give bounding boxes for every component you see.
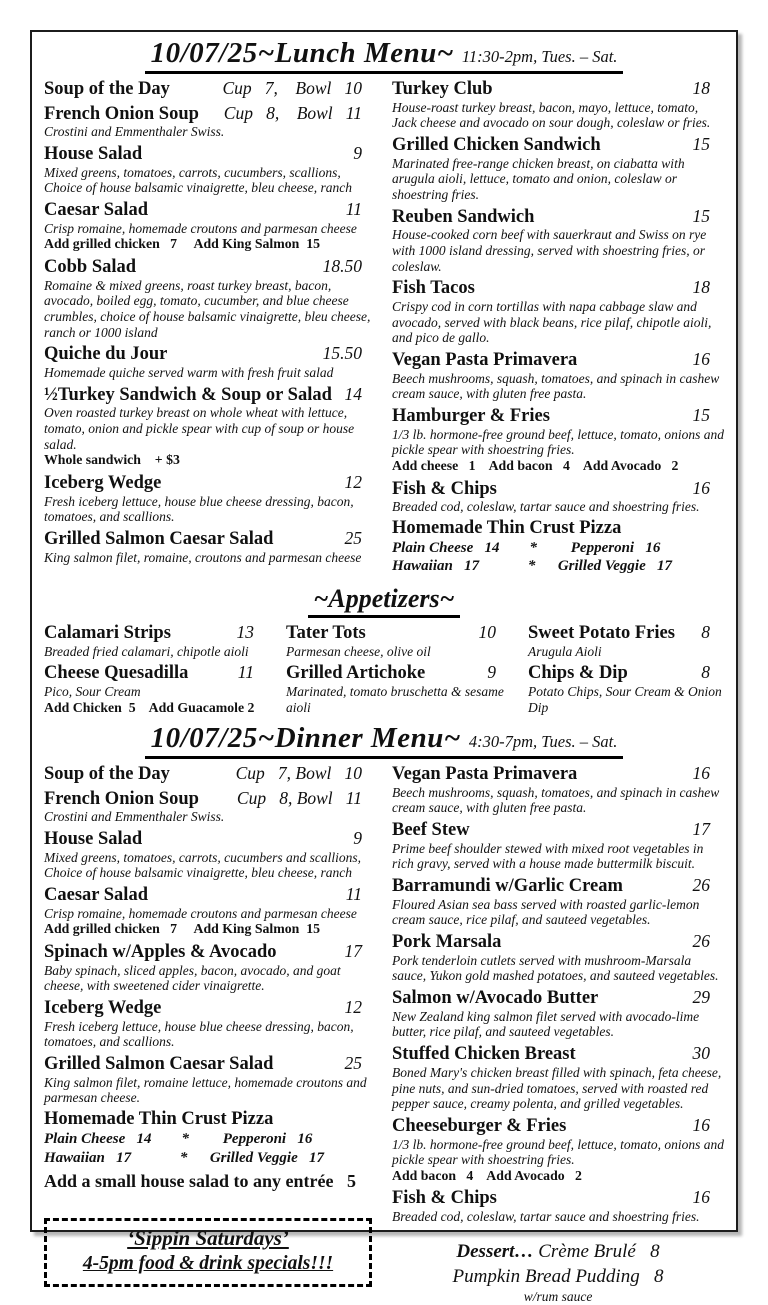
- menu-item: [44, 343, 376, 380]
- item-description: House-roast turkey breast, bacon, mayo, lettuce, tomato, Jack cheese and avocado on sour dough, coleslaw or fries.: [392, 99, 711, 131]
- item-name: French Onion Soup: [44, 788, 199, 809]
- menu-item-head: [44, 103, 376, 125]
- item-price: 12: [344, 997, 362, 1018]
- item-price: 25: [344, 527, 362, 548]
- item-name: Homemade Thin Crust Pizza: [44, 1109, 274, 1130]
- item-price: 11: [345, 199, 362, 220]
- item-description: Crisp romaine, homemade croutons and parmesan cheese: [44, 905, 357, 921]
- menu-item-head: [44, 143, 376, 165]
- menu-item: [392, 206, 724, 275]
- item-description: Marinated free-range chicken breast, on ciabatta with arugula aioli, lettuce, tomato and onion, coleslaw or shoestring fries.: [392, 155, 685, 202]
- item-description: King salmon filet, romaine, croutons and parmesan cheese: [44, 549, 362, 565]
- item-name: Homemade Thin Crust Pizza: [392, 517, 622, 538]
- item-description: Beech mushrooms, squash, tomatoes, and spinach in cashew cream sauce, with gluten free pasta.: [392, 784, 720, 816]
- item-addon: Add grilled chicken 7 Add King Salmon 15: [44, 236, 320, 252]
- item-price: 30: [692, 1043, 710, 1064]
- appetizers-column-1: [44, 622, 268, 719]
- menu-item: [392, 349, 724, 402]
- menu-item-head: [528, 622, 724, 644]
- item-price: 8: [701, 621, 710, 642]
- item-description: Breaded cod, coleslaw, tartar sauce and shoestring fries.: [392, 1209, 700, 1225]
- item-name: Fish Tacos: [392, 278, 475, 299]
- menu-item: [392, 1187, 724, 1224]
- dinner-header: [44, 723, 724, 759]
- item-price: Cup 8, Bowl 11: [236, 787, 362, 808]
- lunch-header-underline: [145, 38, 624, 74]
- item-name: Reuben Sandwich: [392, 206, 535, 227]
- lunch-title: 10/07/25~Lunch Menu~: [150, 37, 454, 69]
- menu-item: [44, 622, 268, 659]
- item-description: Breaded cod, coleslaw, tartar sauce and shoestring fries.: [392, 499, 700, 515]
- menu-item: [392, 405, 724, 475]
- menu-item: [44, 828, 376, 881]
- dinner-right-items: [392, 763, 724, 1225]
- menu-item-head: [392, 518, 724, 539]
- salad-add-note: Add a small house salad to any entrée 5: [44, 1171, 357, 1192]
- item-description: Crisp romaine, homemade croutons and parmesan cheese: [44, 220, 357, 236]
- item-price: 17: [692, 819, 710, 839]
- item-name: Fish & Chips: [392, 1188, 497, 1209]
- item-name: Turkey Club: [392, 78, 493, 99]
- pizza-options-line: Hawaiian 17 * Grilled Veggie 17: [392, 558, 673, 575]
- item-name: Soup of the Day: [44, 763, 170, 784]
- menu-item-head: [286, 622, 510, 644]
- item-description: Boned Mary's chicken breast filled with spinach, feta cheese, pine nuts, and sun-dried tomatoes, served with roasted red pepper sauce, creamy polenta, and grilled vegetables.: [392, 1064, 722, 1112]
- item-name: Cheeseburger & Fries: [392, 1115, 567, 1136]
- menu-sheet: [30, 30, 738, 1305]
- item-price: 17: [344, 941, 362, 962]
- item-description: Romaine & mixed greens, roast turkey breast, bacon, avocado, boiled egg, tomato, cucumber, and blue cheese crumbles, choice of house balsamic vinaigrette, bleu cheese, ranch or 1000 island: [44, 277, 371, 340]
- item-price: 10: [478, 621, 496, 642]
- menu-item-head: [392, 1043, 724, 1065]
- item-description: Fresh iceberg lettuce, house blue cheese dressing, bacon, tomatoes, and scallions.: [44, 1018, 354, 1050]
- item-price: 15.50: [322, 343, 362, 364]
- menu-item: [44, 256, 376, 340]
- menu-item-head: [392, 1187, 724, 1209]
- menu-item: [44, 78, 376, 100]
- item-price: 18.50: [322, 255, 362, 276]
- item-description: Pico, Sour Cream: [44, 683, 141, 699]
- item-price: 9: [487, 662, 496, 683]
- item-name: Grilled Salmon Caesar Salad: [44, 528, 274, 549]
- menu-item-head: [392, 875, 724, 897]
- item-price: 16: [692, 477, 710, 498]
- menu-item: [44, 143, 376, 196]
- item-price: 8: [701, 662, 710, 683]
- dessert-item-1: Crème Brulé 8: [533, 1240, 660, 1262]
- menu-item-head: [44, 828, 376, 850]
- menu-item-head: [44, 343, 376, 365]
- item-price: 16: [692, 348, 710, 369]
- item-name: Hamburger & Fries: [392, 406, 550, 427]
- item-price: 12: [344, 471, 362, 492]
- specials-line-2: 4-5pm food & drink specials!!!: [82, 1252, 334, 1274]
- menu-item-head: [392, 349, 724, 371]
- specials-box: [44, 1218, 372, 1287]
- item-name: Calamari Strips: [44, 622, 171, 643]
- menu-item-head: [44, 622, 268, 644]
- menu-item: [286, 622, 510, 659]
- lunch-right-column: [392, 78, 724, 579]
- menu-item-head: [44, 662, 268, 684]
- item-name: Vegan Pasta Primavera: [392, 763, 578, 784]
- item-description: Parmesan cheese, olive oil: [286, 643, 431, 659]
- menu-item: [528, 622, 724, 659]
- item-description: 1/3 lb. hormone-free ground beef, lettuce, tomato, onions and pickle spear with shoestring fries.: [392, 1136, 724, 1168]
- dessert-label: Dessert…: [456, 1240, 534, 1262]
- dessert-line-1: [392, 1239, 724, 1265]
- item-name: House Salad: [44, 143, 143, 164]
- menu-item-head: [44, 997, 376, 1019]
- menu-item-head: [392, 987, 724, 1009]
- dinner-title: 10/07/25~Dinner Menu~: [150, 722, 461, 755]
- specials-line-1: ‘Sippin Saturdays’: [127, 1226, 289, 1251]
- item-price: 15: [692, 205, 710, 226]
- menu-item-head: [392, 277, 724, 299]
- menu-item: [392, 987, 724, 1040]
- item-price: 14: [344, 383, 362, 404]
- menu-item: [392, 134, 724, 203]
- item-name: Beef Stew: [392, 820, 470, 840]
- item-price: 13: [236, 621, 254, 642]
- item-description: King salmon filet, romaine lettuce, homemade croutons and parmesan cheese.: [44, 1074, 367, 1106]
- lunch-header: [44, 38, 724, 74]
- menu-item-head: [44, 256, 376, 278]
- menu-item: [44, 884, 376, 938]
- item-name: Iceberg Wedge: [44, 998, 162, 1019]
- menu-item: [392, 1115, 724, 1185]
- item-price: Cup 7, Bowl 10: [235, 762, 362, 783]
- item-price: 16: [692, 762, 710, 783]
- menu-item: [44, 763, 376, 785]
- menu-item: [44, 103, 376, 140]
- item-description: Arugula Aioli: [528, 643, 602, 659]
- item-description: Beech mushrooms, squash, tomatoes, and spinach in cashew cream sauce, with gluten free pasta.: [392, 370, 720, 402]
- dinner-right-column: [392, 763, 724, 1305]
- menu-item-head: [286, 662, 510, 684]
- menu-item: [44, 1109, 376, 1167]
- item-name: Pork Marsala: [392, 932, 502, 953]
- menu-item-head: [392, 405, 724, 427]
- menu-item-head: [392, 78, 724, 100]
- menu-item: [392, 875, 724, 928]
- menu-item: [392, 763, 724, 816]
- item-name: Grilled Artichoke: [286, 663, 426, 684]
- dinner-hours: 4:30-7pm, Tues. – Sat.: [468, 732, 618, 752]
- menu-item-head: [44, 763, 376, 785]
- item-description: New Zealand king salmon filet served with avocado-lime butter, rice pilaf, and sauteed vegetables.: [392, 1008, 700, 1040]
- item-description: Prime beef shoulder stewed with mixed root vegetables in rich gravy, served with a house made buttermilk biscuit.: [392, 840, 704, 872]
- item-name: Salmon w/Avocado Butter: [392, 988, 599, 1009]
- item-description: Fresh iceberg lettuce, house blue cheese dressing, bacon, tomatoes, and scallions.: [44, 493, 354, 525]
- menu-item: [44, 941, 376, 994]
- item-addon: Whole sandwich + $3: [44, 452, 180, 468]
- item-description: Baby spinach, sliced apples, bacon, avocado, and goat cheese, with sweetened cider vinaigrette.: [44, 962, 341, 994]
- item-description: Homemade quiche served warm with fresh fruit salad: [44, 365, 334, 380]
- menu-item-head: [44, 788, 376, 810]
- menu-item: [44, 384, 376, 469]
- menu-item: [392, 78, 724, 131]
- item-description: Breaded fried calamari, chipotle aioli: [44, 643, 249, 659]
- item-name: Grilled Salmon Caesar Salad: [44, 1054, 274, 1075]
- item-name: Quiche du Jour: [44, 344, 168, 365]
- menu-item: [44, 1053, 376, 1106]
- item-price: Cup 7, Bowl 10: [222, 77, 362, 98]
- item-addon: Add Chicken 5 Add Guacamole 2: [44, 699, 255, 715]
- item-name: Caesar Salad: [44, 200, 148, 221]
- item-price: 16: [692, 1114, 710, 1135]
- item-name: Cobb Salad: [44, 256, 137, 277]
- dinner-header-underline: [145, 723, 624, 759]
- item-name: House Salad: [44, 829, 143, 850]
- item-description: Crispy cod in corn tortillas with napa cabbage slaw and avocado, served with black beans, rice pilaf, chipotle aioli, and pico de gallo.: [392, 299, 712, 346]
- menu-item: [392, 478, 724, 515]
- item-name: Stuffed Chicken Breast: [392, 1044, 576, 1065]
- item-addon: Add grilled chicken 7 Add King Salmon 15: [44, 921, 320, 937]
- item-price: 9: [353, 828, 362, 849]
- item-addon: Add cheese 1 Add bacon 4 Add Avocado 2: [392, 458, 679, 474]
- menu-item-head: [44, 884, 376, 906]
- pizza-options-line: Plain Cheese 14 * Pepperoni 16: [392, 539, 661, 556]
- item-name: Tater Tots: [286, 622, 366, 643]
- item-price: 26: [692, 931, 710, 952]
- item-price: 29: [692, 987, 710, 1008]
- dinner-section: [44, 763, 724, 1305]
- item-price: 9: [353, 142, 362, 163]
- menu-item-head: [392, 931, 724, 953]
- appetizers-header-underline: [308, 585, 461, 618]
- menu-item-head: [392, 819, 724, 841]
- menu-item-head: [44, 1109, 376, 1130]
- menu-item-head: [392, 478, 724, 500]
- appetizers-header: [44, 585, 724, 618]
- menu-item: [392, 518, 724, 576]
- appetizers-title: ~Appetizers~: [313, 584, 455, 614]
- item-price: 16: [692, 1187, 710, 1208]
- item-name: Barramundi w/Garlic Cream: [392, 876, 623, 897]
- item-description: Potato Chips, Sour Cream & Onion Dip: [528, 683, 722, 715]
- menu-item: [392, 819, 724, 872]
- item-description: Pork tenderloin cutlets served with mushroom-Marsala sauce, Yukon gold mashed potatoes, and sauteed vegetables.: [392, 952, 719, 984]
- menu-item: [44, 662, 268, 716]
- item-name: Fish & Chips: [392, 478, 497, 499]
- menu-item: [44, 997, 376, 1050]
- menu-item: [44, 528, 376, 565]
- menu-item: [44, 472, 376, 525]
- dessert-item-2: Pumpkin Bread Pudding 8: [452, 1266, 664, 1288]
- item-name: Soup of the Day: [44, 78, 170, 99]
- menu-item-head: [44, 384, 376, 406]
- menu-item: [392, 931, 724, 984]
- item-name: ½Turkey Sandwich & Soup or Salad: [44, 384, 332, 405]
- item-name: French Onion Soup: [44, 103, 199, 124]
- item-description: House-cooked corn beef with sauerkraut and Swiss on rye with 1000 island dressing, served with shoestring fries, or coleslaw.: [392, 227, 707, 274]
- item-price: 11: [345, 884, 362, 905]
- menu-item: [286, 662, 510, 715]
- item-description: Crostini and Emmenthaler Swiss.: [44, 809, 225, 825]
- item-description: Floured Asian sea bass served with roasted garlic-lemon cream sauce, rice pilaf, and sauteed vegetables.: [392, 896, 700, 928]
- menu-item: [528, 662, 724, 715]
- menu-item-head: [44, 199, 376, 221]
- dessert-block: [392, 1239, 724, 1305]
- pizza-options-line: Plain Cheese 14 * Pepperoni 16: [44, 1130, 313, 1147]
- dinner-left-items: [44, 763, 376, 1167]
- appetizers-column-2: [286, 622, 510, 719]
- item-name: Grilled Chicken Sandwich: [392, 134, 601, 155]
- item-description: Crostini and Emmenthaler Swiss.: [44, 124, 225, 140]
- menu-item-head: [44, 78, 376, 100]
- item-name: Sweet Potato Fries: [528, 622, 675, 643]
- menu-item-head: [44, 941, 376, 963]
- lunch-hours: 11:30-2pm, Tues. – Sat.: [461, 47, 618, 66]
- menu-item-head: [44, 1053, 376, 1075]
- item-name: Chips & Dip: [528, 663, 628, 684]
- item-price: 25: [344, 1053, 362, 1074]
- pizza-options-line: Hawaiian 17 * Grilled Veggie 17: [44, 1149, 325, 1166]
- item-price: 11: [237, 662, 254, 683]
- menu-item-head: [44, 472, 376, 494]
- item-price: Cup 8, Bowl 11: [223, 102, 362, 123]
- item-price: 26: [692, 875, 710, 896]
- appetizers-section: [44, 622, 724, 719]
- menu-item-head: [392, 763, 724, 785]
- item-name: Cheese Quesadilla: [44, 663, 189, 684]
- item-description: Marinated, tomato bruschetta & sesame aioli: [286, 683, 504, 715]
- menu-item: [392, 277, 724, 346]
- menu-item: [44, 199, 376, 253]
- item-name: Iceberg Wedge: [44, 472, 162, 493]
- menu-item-head: [392, 1115, 724, 1137]
- item-description: Oven roasted turkey breast on whole wheat with lettuce, tomato, onion and pickle spear with cup of soup or house salad.: [44, 405, 355, 452]
- item-addon: Add bacon 4 Add Avocado 2: [392, 1167, 582, 1183]
- menu-item-head: [44, 528, 376, 550]
- item-name: Caesar Salad: [44, 885, 148, 906]
- lunch-left-column: [44, 78, 376, 579]
- menu-item-head: [528, 662, 724, 684]
- item-price: 15: [692, 405, 710, 426]
- dessert-note: w/rum sauce: [523, 1289, 593, 1305]
- item-price: 18: [692, 277, 710, 298]
- lunch-section: [44, 78, 724, 579]
- item-price: 15: [692, 133, 710, 154]
- appetizers-column-3: [528, 622, 724, 719]
- menu-item-head: [392, 134, 724, 156]
- menu-item: [392, 1043, 724, 1112]
- item-price: 18: [692, 77, 710, 98]
- dinner-left-column: [44, 763, 376, 1305]
- item-description: 1/3 lb. hormone-free ground beef, lettuce, tomato, onions and pickle spear with shoestring fries.: [392, 426, 724, 458]
- item-description: Mixed greens, tomatoes, carrots, cucumbers, scallions, Choice of house balsamic vinaigrette, bleu cheese, ranch: [44, 164, 353, 196]
- menu-item-head: [392, 206, 724, 228]
- item-name: Vegan Pasta Primavera: [392, 349, 578, 370]
- item-name: Spinach w/Apples & Avocado: [44, 942, 277, 963]
- item-description: Mixed greens, tomatoes, carrots, cucumbers and scallions, Choice of house balsamic vinaigrette, bleu cheese, ranch: [44, 849, 361, 881]
- menu-item: [44, 788, 376, 825]
